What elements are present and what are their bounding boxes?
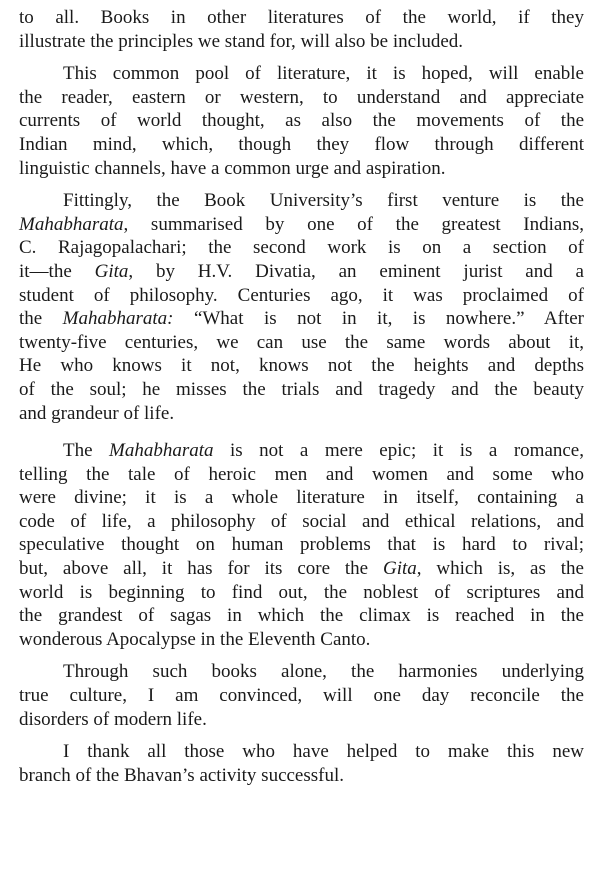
text-line bbox=[19, 510, 584, 534]
text-line: true culture, I am convinced, will one day reconcile the bbox=[19, 685, 584, 707]
book-title: Gita bbox=[383, 558, 417, 580]
text-run: it—the bbox=[19, 260, 95, 282]
text-line bbox=[19, 284, 584, 308]
text-line: Indian mind, which, though they flow through different bbox=[19, 133, 584, 155]
text-line bbox=[19, 628, 584, 652]
text-line bbox=[19, 331, 584, 355]
text-line: to all. Books in other literatures of the world, if they bbox=[19, 7, 584, 28]
text-line: branch of the Bhavan’s activity successful. bbox=[19, 764, 345, 786]
text-run: of the soul; he misses the trials and tragedy and the beauty bbox=[19, 378, 584, 400]
text-run: speculative thought on human problems that is hard to rival; bbox=[19, 534, 584, 556]
text-line: currents of world thought, as also the movements of the bbox=[19, 110, 584, 132]
text-run: , which is, as the bbox=[416, 558, 584, 580]
text-line: I thank all those who have helped to make this new bbox=[63, 741, 584, 763]
text-run: twenty-five centuries, we can use the same words about it, bbox=[19, 331, 584, 353]
paragraph-5 bbox=[19, 660, 584, 731]
paragraph-2 bbox=[19, 62, 584, 180]
paragraph-1 bbox=[19, 6, 584, 53]
text-run: student of philosophy. Centuries ago, it was proclaimed of bbox=[19, 284, 584, 306]
text-line: disorders of modern life. bbox=[19, 708, 207, 730]
text-line bbox=[19, 604, 584, 628]
book-title: Gita bbox=[94, 260, 129, 282]
text-run: but, above all, it has for its core the bbox=[19, 558, 384, 580]
text-line: illustrate the principles we stand for, will also be included. bbox=[19, 30, 464, 52]
text-run: The bbox=[63, 440, 110, 462]
text-line bbox=[19, 189, 584, 213]
paragraph-6 bbox=[19, 740, 584, 787]
text-line: Through such books alone, the harmonies underlying bbox=[63, 661, 584, 683]
text-line bbox=[19, 557, 584, 581]
text-run: “What is not in it, is nowhere.” After bbox=[173, 308, 584, 330]
text-line bbox=[19, 439, 584, 463]
text-line: linguistic channels, have a common urge and aspiration. bbox=[19, 157, 446, 179]
paragraph-4 bbox=[19, 439, 584, 651]
text-run: wonderous Apocalypse in the Eleventh Canto. bbox=[19, 628, 371, 650]
text-run: the bbox=[19, 308, 63, 330]
text-line: This common pool of literature, it is hoped, will enable bbox=[63, 63, 584, 85]
text-run: is not a mere epic; it is a romance, bbox=[213, 440, 584, 462]
text-line bbox=[19, 581, 584, 605]
book-title: Mahabharata bbox=[109, 440, 214, 462]
book-title: Mahabharata: bbox=[62, 308, 174, 330]
text-line: the reader, eastern or western, to understand and appreciate bbox=[19, 86, 584, 108]
text-run: Fittingly, the Book University’s first venture is the bbox=[63, 190, 584, 212]
text-run: telling the tale of heroic men and women and some who bbox=[19, 463, 584, 485]
text-run: were divine; it is a whole literature in itself, containing a bbox=[19, 487, 584, 509]
text-run: world is beginning to find out, the noblest of scriptures and bbox=[19, 581, 584, 603]
text-line bbox=[19, 402, 584, 426]
paragraph-3 bbox=[19, 189, 584, 425]
text-run: , by H.V. Divatia, an eminent jurist and a bbox=[128, 260, 584, 282]
text-line bbox=[19, 463, 584, 487]
text-line bbox=[19, 486, 584, 510]
text-line bbox=[19, 213, 584, 237]
text-line bbox=[19, 307, 584, 331]
text-run: code of life, a philosophy of social and ethical relations, and bbox=[19, 510, 584, 532]
text-line bbox=[19, 533, 584, 557]
text-line bbox=[19, 378, 584, 402]
text-line bbox=[19, 236, 584, 260]
text-run: He who knows it not, knows not the heights and depths bbox=[19, 355, 584, 377]
text-run: , summarised by one of the greatest Indians, bbox=[123, 213, 584, 235]
book-title: Mahabharata bbox=[19, 213, 124, 235]
text-line bbox=[19, 354, 584, 378]
text-run: and grandeur of life. bbox=[19, 402, 175, 424]
text-run: the grandest of sagas in which the climax is reached in the bbox=[19, 605, 584, 627]
text-run: C. Rajagopalachari; the second work is on a section of bbox=[19, 237, 584, 259]
text-line bbox=[19, 260, 584, 284]
